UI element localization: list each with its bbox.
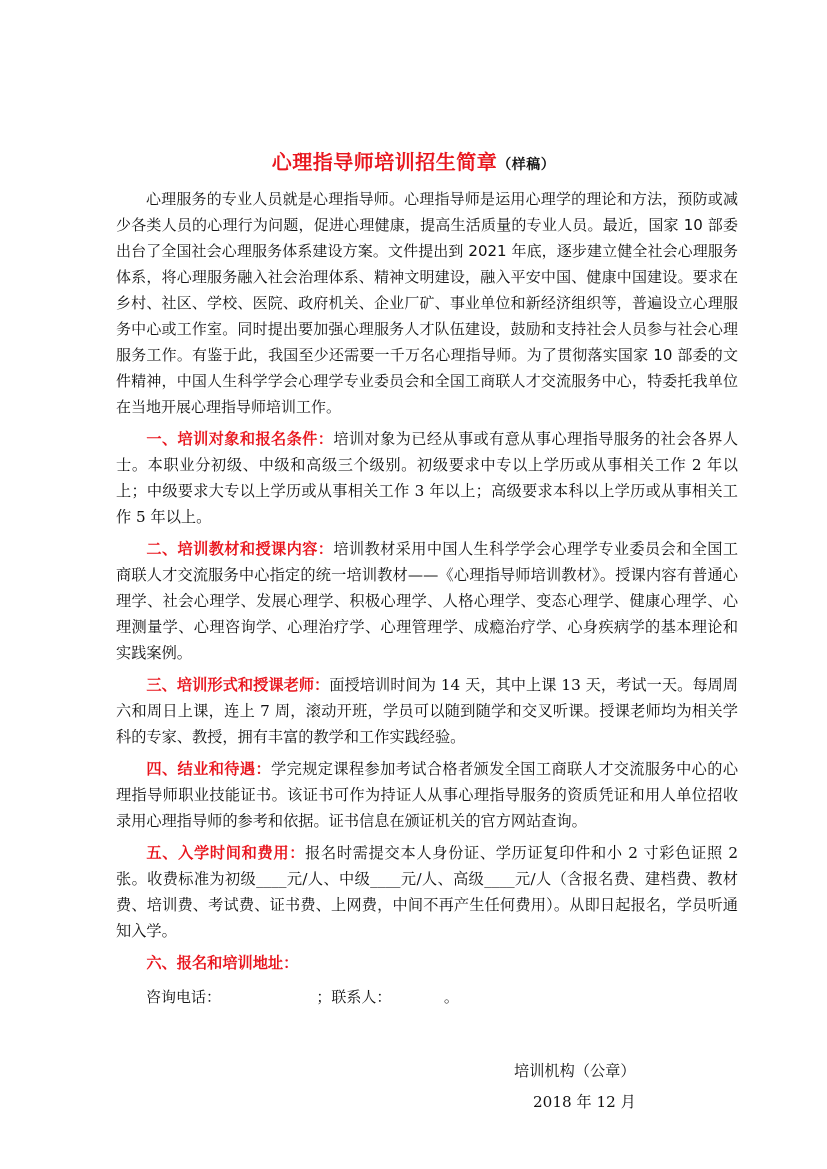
section-6 xyxy=(116,950,738,976)
section-heading: 一、培训对象和报名条件： xyxy=(146,430,334,448)
contact-line xyxy=(116,984,738,1010)
title-sub: （样稿） xyxy=(497,157,556,173)
section-heading: 四、结业和待遇： xyxy=(146,760,272,778)
section-heading: 二、培训教材和授课内容： xyxy=(146,540,334,558)
section-heading: 五、入学时间和费用： xyxy=(146,844,306,862)
section-3 xyxy=(116,672,738,750)
intro-paragraph: 心理服务的专业人员就是心理指导师。心理指导师是运用心理学的理论和方法，预防或减少各类人员的心理行为问题，促进心理健康，提高生活质量的专业人员。最近，国家 10 部委出台了全国社会心理服务体系建设方案。文件提出到 2021 年底，逐步建立健全社会心理服务体系，将心理服务融入社会治理体系、精神文明建设，融入平安中国、健康中国建设。要求在乡村、社区、学校、医院、政府机关、企业厂矿、事业单位和新经济组织等，普遍设立心理服务中心或工作室。同时提出要加强心理服务人才队伍建设，鼓励和支持社会人员参与社会心理服务工作。有鉴于此，我国至少还需要一千万名心理指导师。为了贯彻落实国家 10 部委的文件精神，中国人生科学学会心理学专业委员会和全国工商联人才交流服务中心，特委托我单位在当地开展心理指导师培训工作。 xyxy=(116,190,738,416)
title-main: 心理指导师培训招生简章 xyxy=(271,150,498,174)
document-title xyxy=(0,148,827,179)
contact-end: 。 xyxy=(443,988,459,1006)
section-heading: 三、培训形式和授课老师： xyxy=(146,676,330,694)
issue-date: 2018 年 12 月 xyxy=(533,1093,636,1111)
section-text: 学完规定课程参加考试合格者颁发全国工商联人才交流服务中心的心理指导师职业技能证书。该证书可作为持证人从事心理指导服务的资质凭证和用人单位招收录用心理指导师的参考和依据。证书信息在颁证机关的官方网站查询。 xyxy=(116,760,739,830)
section-text: 培训对象为已经从事或有意从事心理指导服务的社会各界人士。本职业分初级、中级和高级三个级别。初级要求中专以上学历或从事相关工作 2 年以上；中级要求大专以上学历或从事相关工作 3 年以上；高级要求本科以上学历或从事相关工作 5 年以上。 xyxy=(116,430,739,526)
section-2 xyxy=(116,536,738,666)
section-4 xyxy=(116,756,738,834)
phone-label: 咨询电话： xyxy=(146,988,222,1006)
section-text: 报名时需提交本人身份证、学历证复印件和小 2 寸彩色证照 2 张。收费标准为初级____元/人、中级____元/人、高级____元/人（含报名费、建档费、教材费、培训费、考试费、证书费、上网费，中间不再产生任何费用）。从即日起报名，学员听通知入学。 xyxy=(116,844,738,940)
contact-label: ；联系人： xyxy=(316,988,392,1006)
document-body xyxy=(116,186,738,1010)
section-1 xyxy=(116,426,738,530)
section-5 xyxy=(116,840,738,944)
section-text: 培训教材采用中国人生科学学会心理学专业委员会和全国工商联人才交流服务中心指定的统一培训教材——《心理指导师培训教材》。授课内容有普通心理学、社会心理学、发展心理学、积极心理学、人格心理学、变态心理学、健康心理学、心理测量学、心理咨询学、心理治疗学、心理管理学、成瘾治疗学、心身疾病学的基本理论和实践案例。 xyxy=(116,540,739,662)
section-text: 面授培训时间为 14 天，其中上课 13 天，考试一天。每周周六和周日上课，连上 7 周，滚动开班，学员可以随到随学和交叉听课。授课老师均为相关学科的专家、教授，拥有丰富的教学和工作实践经验。 xyxy=(116,676,738,746)
section-heading: 六、报名和培训地址： xyxy=(146,954,299,972)
issuing-organization: 培训机构（公章） xyxy=(514,1062,636,1080)
